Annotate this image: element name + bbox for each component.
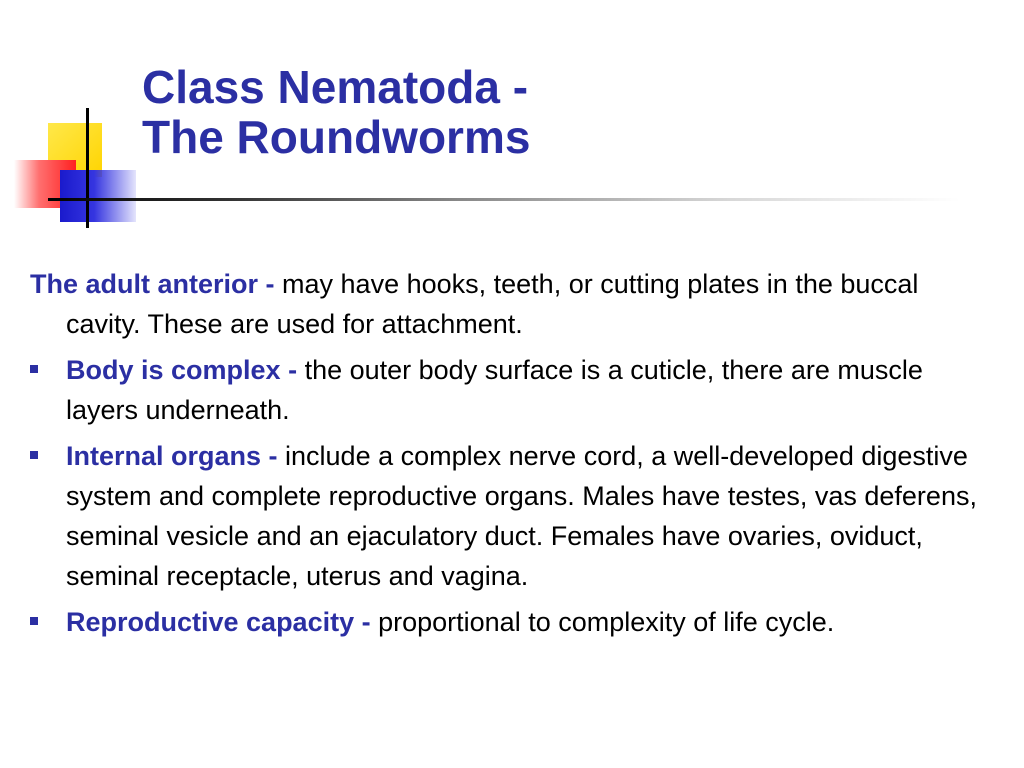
- bullet-lead: Reproductive capacity -: [66, 607, 371, 637]
- decorative-logo: [0, 0, 160, 240]
- intro-lead: The adult anterior -: [30, 269, 275, 299]
- slide-body: [30, 264, 1000, 642]
- slide-title: [142, 62, 530, 162]
- bullet-item: [30, 436, 1000, 596]
- intro-text: may have hooks, teeth, or cutting plates in the buccal cavity. These are used for attachment.: [66, 269, 919, 339]
- bullet-lead: Internal organs -: [66, 441, 278, 471]
- vertical-rule: [86, 108, 89, 228]
- bullet-text: proportional to complexity of life cycle.: [370, 607, 835, 637]
- bullet-item: [30, 602, 1000, 642]
- square-bullet-icon: [30, 617, 38, 625]
- bullet-text: the outer body surface is a cuticle, there are muscle layers underneath.: [66, 355, 923, 425]
- bullet-lead: Body is complex -: [66, 355, 298, 385]
- bullet-item: [30, 350, 1000, 430]
- intro-paragraph: [30, 264, 1000, 344]
- title-line-2: The Roundworms: [142, 111, 531, 163]
- square-bullet-icon: [30, 365, 38, 373]
- title-line-1: Class Nematoda -: [142, 61, 529, 113]
- bullet-text: include a complex nerve cord, a well-developed digestive system and complete reproductive organs. Males have testes, vas deferens, seminal vesicle and an ejaculatory duct. Females have ovaries, oviduct, seminal receptacle, uterus and vagina.: [66, 441, 977, 591]
- blue-square-decoration: [60, 170, 136, 222]
- title-underline-rule: [48, 198, 960, 201]
- square-bullet-icon: [30, 451, 38, 459]
